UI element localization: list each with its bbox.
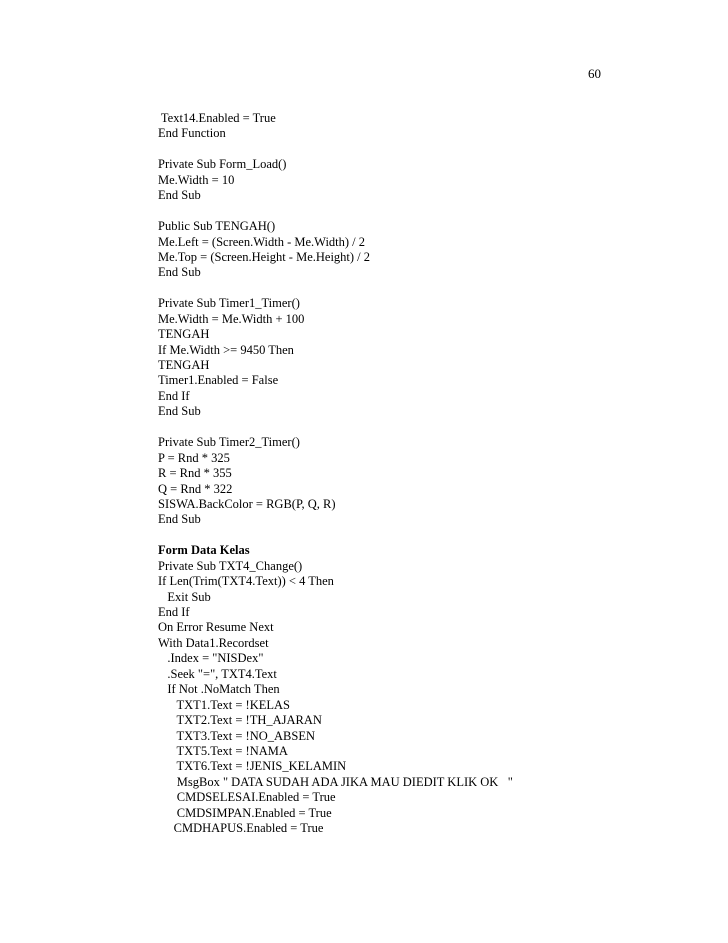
code-line: With Data1.Recordset	[158, 635, 269, 650]
code-line: TENGAH	[158, 327, 210, 342]
code-line: End If	[158, 388, 190, 403]
code-line: .Seek "=", TXT4.Text	[158, 666, 277, 681]
blank-line	[158, 420, 678, 435]
code-line: If Me.Width >= 9450 Then	[158, 342, 294, 357]
code-line: CMDHAPUS.Enabled = True	[158, 821, 324, 836]
code-line: End Sub	[158, 512, 201, 527]
code-line: R = Rnd * 355	[158, 466, 232, 481]
code-line: Me.Width = 10	[158, 172, 235, 187]
code-line: Public Sub TENGAH()	[158, 219, 276, 234]
code-line: On Error Resume Next	[158, 620, 274, 635]
code-line: End Sub	[158, 404, 201, 419]
section-heading: Form Data Kelas	[158, 543, 250, 558]
page-number: 60	[588, 66, 601, 81]
code-line: TENGAH	[158, 358, 210, 372]
code-line: If Not .NoMatch Then	[158, 682, 280, 697]
code-line: Text14.Enabled = True	[158, 111, 276, 125]
code-line: End Function	[158, 126, 226, 141]
code-line: Me.Width = Me.Width + 100	[158, 311, 305, 326]
code-line: End Sub	[158, 188, 201, 203]
blank-line	[158, 142, 678, 157]
code-line: Exit Sub	[158, 589, 211, 604]
code-line: MsgBox " DATA SUDAH ADA JIKA MAU DIEDIT KLIK OK "	[158, 774, 513, 789]
code-line: Private Sub Form_Load()	[158, 157, 287, 172]
code-line: Private Sub TXT4_Change()	[158, 558, 303, 573]
blank-line	[158, 204, 678, 219]
code-line: TXT5.Text = !NAMA	[158, 743, 288, 758]
code-line: TXT6.Text = !JENIS_KELAMIN	[158, 759, 347, 774]
code-line: End Sub	[158, 265, 201, 280]
code-line: TXT2.Text = !TH_AJARAN	[158, 713, 322, 728]
code-line: End If	[158, 605, 190, 619]
code-line: Timer1.Enabled = False	[158, 373, 279, 388]
code-line: Q = Rnd * 322	[158, 481, 233, 496]
code-line: Me.Left = (Screen.Width - Me.Width) / 2	[158, 234, 366, 249]
code-line: SISWA.BackColor = RGB(P, Q, R)	[158, 496, 336, 511]
code-listing	[158, 111, 678, 837]
code-line: TXT1.Text = !KELAS	[158, 697, 290, 712]
blank-line	[158, 528, 678, 543]
code-line: Private Sub Timer2_Timer()	[158, 435, 300, 450]
code-line: Me.Top = (Screen.Height - Me.Height) / 2	[158, 249, 371, 264]
code-line: .Index = "NISDex"	[158, 651, 264, 666]
code-line: CMDSELESAI.Enabled = True	[158, 790, 336, 805]
code-line: CMDSIMPAN.Enabled = True	[158, 805, 332, 820]
blank-line	[158, 281, 678, 296]
code-line: TXT3.Text = !NO_ABSEN	[158, 728, 315, 743]
code-line: Private Sub Timer1_Timer()	[158, 296, 300, 311]
code-line: P = Rnd * 325	[158, 450, 230, 465]
code-line: If Len(Trim(TXT4.Text)) < 4 Then	[158, 574, 334, 589]
